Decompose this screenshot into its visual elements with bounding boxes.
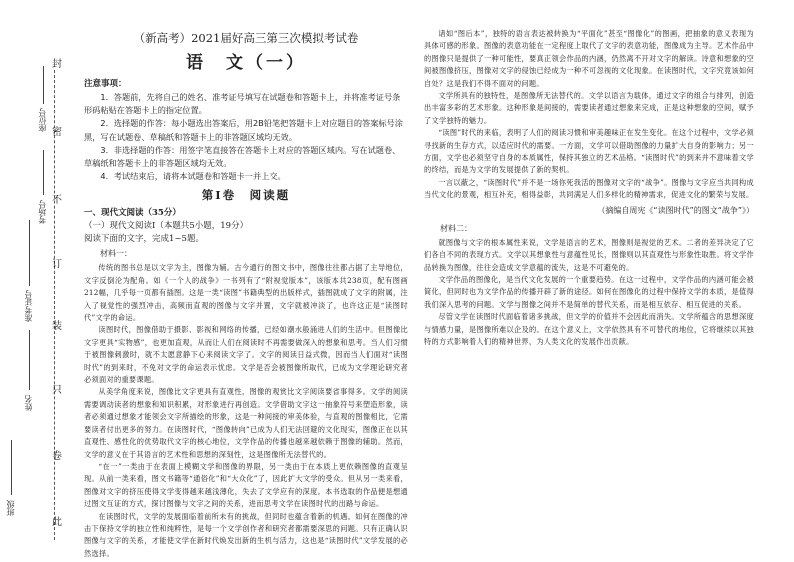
paragraph: “在一”一类由于在表面上模糊文学和图像的界限，另一类由于在本质上更依赖图像的直观呈现。从前一类来看，图文书籍等“通俗化”和“大众化”了，因此扩大文学的受众。但从另一类来看，图像对文字的挤压使得文学变得越来越浅薄化，失去了文学应有的深度。本书选取的作品便是想通过图文互证的方式，探讨图像与文字之间的关系，进而思考文学在读图时代的出路与命运。 (84, 461, 408, 509)
exam-title: （新高考）2021届好高三第三次模拟考试卷 (133, 31, 359, 45)
paragraph: 文学所具有的独特性，是图像所无法替代的。文学以语言为载体，通过文字的组合与排列，创造出丰富多彩的艺术形象。这种形象是间接的，需要读者通过想象来完成，正是这种想象的空间，赋予了文学独特的魅力。 (424, 91, 754, 125)
exam-no-label: 准考证号 (24, 290, 33, 322)
left-column (84, 28, 408, 558)
seal-char-1: 封 (52, 59, 62, 70)
material-2-label: 材料二： (440, 223, 472, 233)
note-item-4: 4．考试结束后，请将本试题卷和答题卡一并上交。 (100, 171, 286, 182)
room-no-line[interactable] (43, 150, 44, 195)
right-column (424, 28, 754, 548)
binding-margin (0, 0, 70, 562)
paragraph: 从美学角度来说，图像比文字更具有直观性，图像的观赏比文字阅读要省事得多。文学的阅读需要调动读者的想象和知识积累，对形象进行再创造。文学借助文字这一抽象符号来塑造形象，读者必须通过想象才能领会文字所描绘的形象，这是一种间接的审美体验，与直观的图像相比，它需要读者付出更多的努力。在读图时代，“图像转向”已成为人们无法回避的文化现实，图像正在以其直观性、感性化的优势取代文字的核心地位，文学作品的传播也越来越依赖于图像的辅助。然而，文学的意义在于其语言的艺术性和思想的深刻性，这是图像所无法替代的。 (84, 387, 408, 459)
seal-char-2: 密 (52, 127, 62, 138)
paragraph: 读图时代，图像借助于摄影、影视和网络的传播，已经如潮水般涌进人们的生活中。但图像比文字更具“实物感”，也更加直观，从而让人们在阅读时不再需要做深入的想象和思考。当人们习惯于被图像刺激时，就不太愿意静下心来阅读文字了。文字的阅读日益式微，因而当人们面对“读图时代”的到来时，不免对文学的命运表示忧虑。文学是否会被图像所取代，已成为文学理论研究者必须面对的重要课题。 (84, 325, 408, 385)
paragraph: 在读图时代，文学的发展面临着前所未有的挑战，但同时也蕴含着新的机遇。如何在图像的冲击下保持文学的独立性和纯粹性，是每一个文学创作者和研究者都需要深思的问题。只有正确认识图像与文字的关系，才能使文学在新时代焕发出新的生机与活力，这也是“读图时代”文学发展的必然选择。 (84, 511, 408, 558)
paragraph: 文学作品的图像化，是当代文化发展的一个重要趋势。在这一过程中，文学作品的内涵可能会被简化，但同时也为文学作品的传播开辟了新的途径。如何在图像化的过程中保持文学的本质，是值得我们深入思考的问题。文学与图像之间并不是简单的替代关系，而是相互依存、相互促进的关系。 (424, 274, 754, 309)
seat-no-line[interactable] (43, 66, 44, 104)
note-item-2: 2．选择题的作答：每小题选出答案后，用2B铅笔把答题卡上对应题目的答案标号涂黑，写在试题卷、草稿纸和答题卡上的非答题区域均无效。 (84, 118, 403, 142)
seal-line (54, 70, 55, 540)
source-citation: （摘编自周宪《“读图时代”的图文“战争”》） (597, 205, 754, 215)
name-line[interactable] (29, 330, 30, 390)
seal-char-3: 不 (52, 195, 62, 206)
part-title: 第Ⅰ卷 阅读题 (201, 188, 291, 203)
seal-char-4: 订 (52, 259, 62, 270)
reading-instruction: 阅读下面的文字，完成1~5题。 (84, 234, 204, 245)
paragraph: 传统的图书总是以文字为主，图像为辅。古今通行的图文书中，图像往往都占据了主导地位，文字反倒沦为配角。如《一个人的战争》一书列有了“附视觉版本”，该版本共238页，配有图画212幅，几乎每一页都有插图。这是一类“读图”书籍典型的出版样式，插图就成了文字的附属，注入了视觉性的强烈冲击，高频而直观的图像与文字并置，文字就被冲淡了，也许这正是“读图时代”文学的命运。 (84, 263, 408, 323)
note-item-1: 1．答题前，先将自己的姓名、准考证号填写在试题卷和答题卡上，并将准考证号条形码粘贴在答题卡上的指定位置。 (84, 92, 401, 116)
seal-char-6: 只 (52, 385, 62, 396)
paragraph: 尽管文学在读图时代面临着诸多挑战，但文学的价值并不会因此而消失。文学所蕴含的思想深度与情感力量，是图像所难以企及的。在这个意义上，文学依然具有不可替代的地位，它将继续以其独特的方式影响着人们的精神世界，为人类文化的发展作出贡献。 (424, 312, 754, 346)
exam-no-line[interactable] (29, 220, 30, 286)
seal-char-5: 装 (52, 321, 62, 332)
note-item-3: 3．非选择题的作答：用签字笔直接答在答题卡上对应的答题区域内。写在试题卷、草稿纸和答题卡上的非答题区域均无效。 (84, 144, 401, 169)
seat-no-label: 座位号 (38, 108, 47, 132)
seal-char-8: 此 (52, 517, 62, 528)
section-heading: 一、现代文阅读（35分） (84, 208, 181, 219)
name-label: 姓名 (24, 395, 33, 411)
material-1-label: 材料一： (100, 249, 132, 259)
class-line[interactable] (11, 440, 12, 495)
paragraph: 就图像与文字的根本属性来说，文学是语言的艺术，图像则是视觉的艺术。二者的差异决定了它们各自不同的表现方式。文学以其想象性与意蕴性见长，图像则以其直观性与形象性取胜。将文学作品转换为图像，往往会造成文学意蕴的流失，这是不可避免的。 (424, 237, 754, 272)
class-label: 班级 (6, 500, 15, 516)
notes-title: 注意事项： (84, 79, 127, 89)
paragraph: 一言以蔽之，“读图时代”并不是一场你死我活的图像对文字的“战争”。图像与文字应当共同构成当代文化的景观，相互补充，相得益彰，共同满足人们多样化的精神需求，促进文化的繁荣与发展。 (424, 177, 754, 200)
room-no-label: 考场号 (38, 200, 47, 224)
subsection-heading: （一）现代文阅读Ⅰ（本题共5小题，19分） (84, 221, 249, 232)
paragraph: “读图”时代的来临，表明了人们的阅读习惯和审美趣味正在发生变化。在这个过程中，文学必须寻找新的生存方式，以适应时代的需要。一方面，文学可以借助图像的力量扩大自身的影响力；另一方面，文学也必须坚守自身的本质属性，保持其独立的艺术品格。“读图时代”的到来并不意味着文学的终结，而是为文学的发展提供了新的契机。 (424, 128, 754, 175)
subject-title: 语 文（一） (186, 53, 306, 73)
seal-char-7: 卷 (52, 451, 62, 462)
paragraph: 诸如“图后本”，独特的语言表达被转换为“平面化”甚至“图像化”的图画，把抽象的意义表现为具体可感的形象。图像的表意功能在一定程度上取代了文字的表意功能，图像成为主导。艺术作品中的图像只是提供了一种可能性，要真正领会作品的内涵，仍然离不开对文字的解读。诗意和想象的空间被图像挤压，图像对文字的侵蚀已经成为一种不可忽视的文化现象。在读图时代，文字究竟该如何自处？这是我们不得不面对的问题。 (424, 29, 754, 88)
